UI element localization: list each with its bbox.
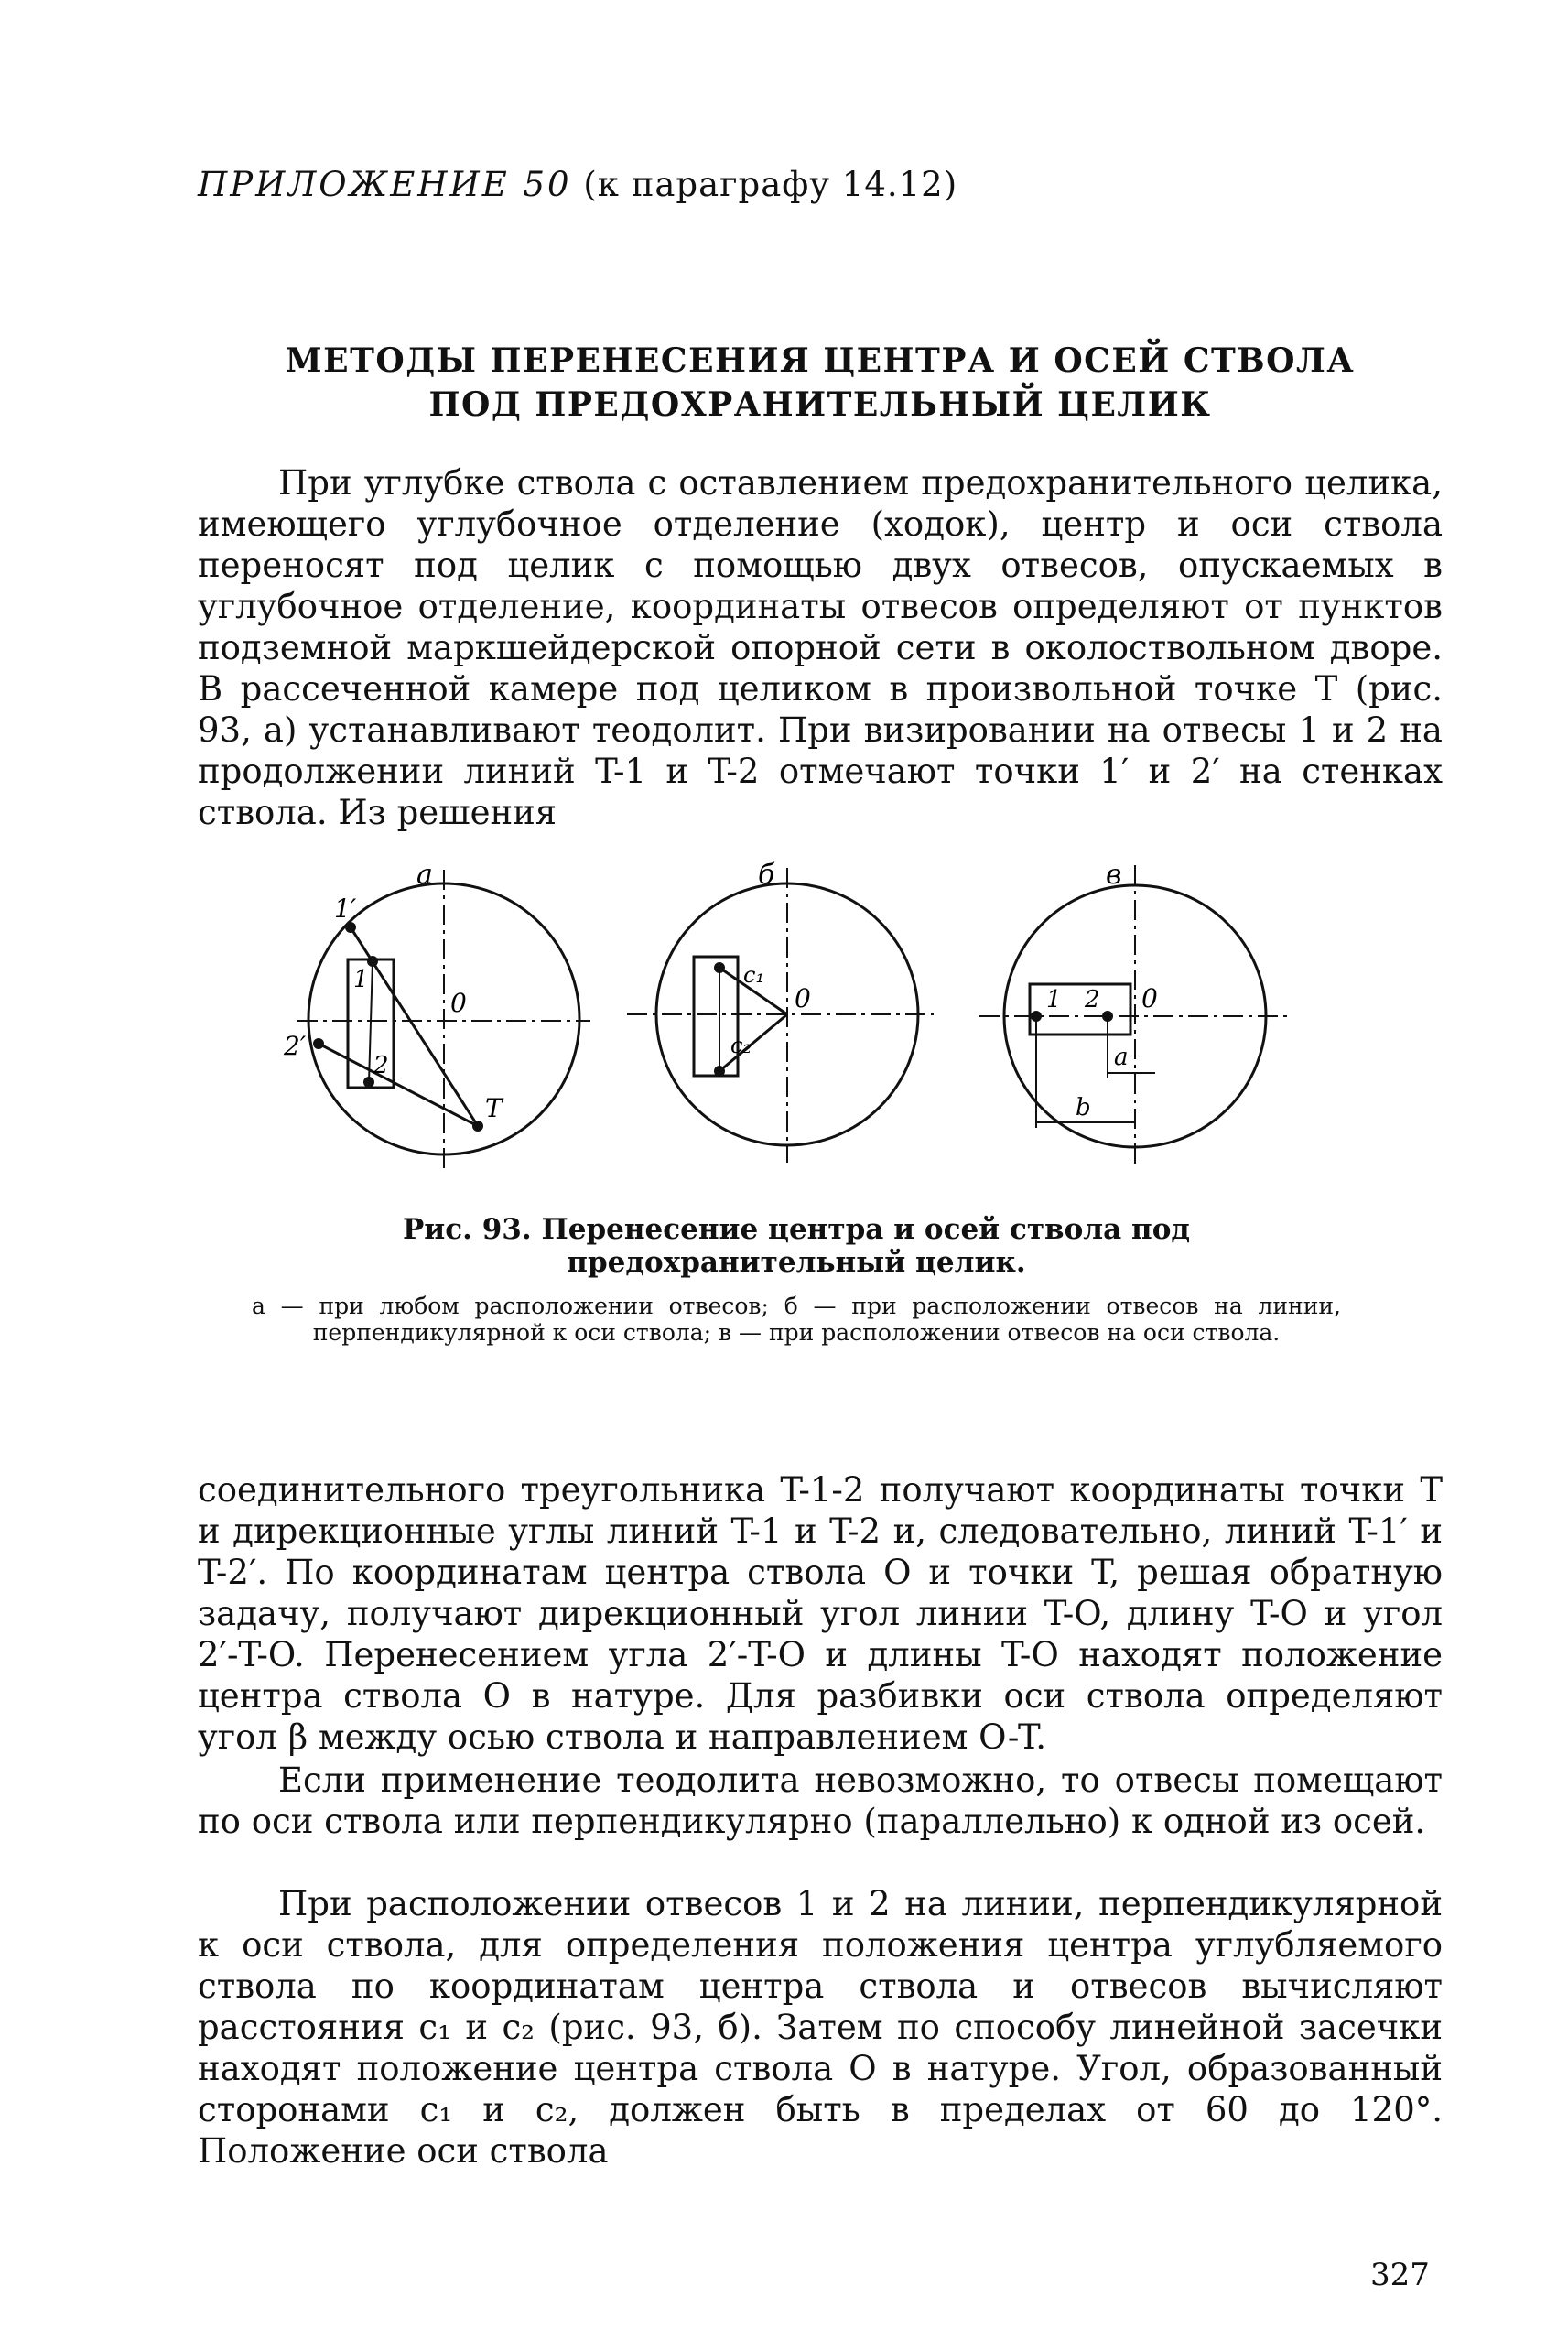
panel-b-label-c2: c₂ <box>730 1033 752 1058</box>
appendix-reference: (к параграфу 14.12) <box>583 165 958 204</box>
paragraph-3: Если применение теодолита невозможно, то отвесы помещают по оси ствола или перпендикулярно (параллельно) к одной из осей. <box>198 1760 1443 1841</box>
panel-b-point-2 <box>714 1066 725 1077</box>
panel-a-point-2prime <box>313 1038 324 1049</box>
panel-v <box>979 859 1291 1167</box>
panel-a-label: а <box>416 859 433 891</box>
panel-a-label-1prime: 1′ <box>334 894 357 924</box>
panel-b-label-center: 0 <box>795 983 811 1013</box>
panel-v-compartment <box>1030 984 1130 1035</box>
panel-b-label: б <box>758 859 775 891</box>
panel-a-label-2: 2 <box>373 1052 389 1079</box>
panel-a-label-1: 1 <box>353 966 369 993</box>
appendix-heading <box>198 165 957 204</box>
panel-a-label-center: 0 <box>450 988 467 1018</box>
panel-v-label-b: b <box>1076 1094 1091 1121</box>
panel-a-point-1 <box>367 956 378 967</box>
panel-a-line-t-1 <box>373 961 478 1126</box>
section-title-line-1: МЕТОДЫ ПЕРЕНЕСЕНИЯ ЦЕНТРА И ОСЕЙ СТВОЛА <box>285 341 1356 380</box>
panel-a-line-t-2prime <box>319 1044 478 1126</box>
figure-legend: а — при любом расположении отвесов; б — при расположении отвесов на линии, перпендикулярной к оси ствола; в — при расположении отвесов на оси ствола. <box>252 1293 1341 1346</box>
page-number: 327 <box>1370 2257 1430 2293</box>
figure-caption: Рис. 93. Перенесение центра и осей ствола под предохранительный целик. <box>402 1213 1191 1279</box>
panel-v-label-center: 0 <box>1141 983 1158 1013</box>
panel-b <box>627 859 934 1163</box>
panel-a <box>283 859 590 1172</box>
panel-b-point-1 <box>714 962 725 973</box>
paragraph-4: При расположении отвесов 1 и 2 на линии, перпендикулярной к оси ствола, для определения положения центра углубляемого ствола по координатам центра ствола и отвесов вычисляют расстояния c₁ и c₂ (рис. 93, б). Затем по способу линейной засечки находят положение центра ствола O в натуре. Угол, образованный сторонами c₁ и c₂, должен быть в пределах от 60 до 120°. Положение оси ствола <box>198 1884 1443 2171</box>
panel-v-label: в <box>1106 859 1122 891</box>
appendix-label: ПРИЛОЖЕНИЕ 50 <box>198 165 572 204</box>
panel-v-label-1: 1 <box>1046 986 1062 1013</box>
paragraph-1: При углубке ствола с оставлением предохранительного целика, имеющего углубочное отделение (ходок), центр и оси ствола переносят под целик с помощью двух отвесов, опускаемых в углубочное отделение, координаты отвесов определяют от пунктов подземной маркшейдерской опорной сети в околоствольном дворе. В рассеченной камере под целиком в произвольной точке T (рис. 93, а) устанавливают теодолит. При визировании на отвесы 1 и 2 на продолжении линий T-1 и T-2 отмечают точки 1′ и 2′ на стенках ствола. Из решения <box>198 463 1443 832</box>
panel-a-point-t <box>472 1121 483 1132</box>
panel-v-label-a: a <box>1114 1044 1129 1071</box>
section-title <box>198 339 1443 427</box>
figure-93 <box>256 842 1446 1181</box>
panel-b-label-c1: c₁ <box>743 962 765 988</box>
section-title-line-2: ПОД ПРЕДОХРАНИТЕЛЬНЫЙ ЦЕЛИК <box>428 385 1212 424</box>
panel-a-label-t: T <box>485 1093 503 1123</box>
paragraph-2: соединительного треугольника T-1-2 получают координаты точки T и дирекционные углы линий T-1 и T-2 и, следовательно, линий T-1′ и T-2′. По координатам центра ствола O и точки T, решая обратную задачу, получают дирекционный угол линии T-O, длину T-O и угол 2′-T-O. Перенесением угла 2′-T-O и длины T-O находят положение центра ствола O в натуре. Для разбивки оси ствола определяют угол β между осью ствола и направлением O-T. <box>198 1470 1443 1757</box>
panel-a-label-2prime: 2′ <box>284 1031 307 1061</box>
panel-v-label-2: 2 <box>1085 986 1100 1013</box>
